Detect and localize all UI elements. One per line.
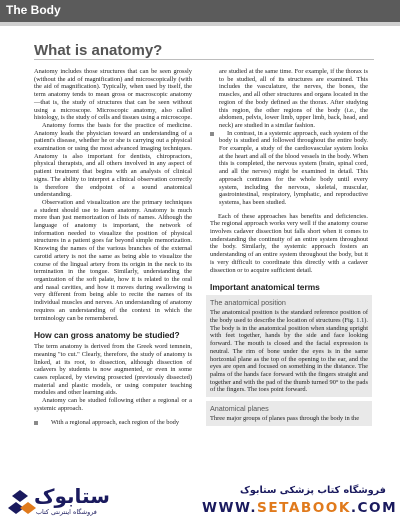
bullet-marker: [34, 421, 38, 425]
url-prefix: WWW.: [202, 500, 258, 516]
bullet-item: [210, 130, 368, 207]
running-title: The Body: [6, 3, 61, 17]
store-url[interactable]: [202, 500, 397, 516]
bullet-item: [34, 419, 192, 427]
right-column: [210, 68, 368, 426]
bullet-text: With a regional approach, each region of the body: [51, 418, 180, 426]
section-heading: Important anatomical terms: [210, 282, 320, 293]
bullet-continuation: are studied at the same time. For example, if the thorax is to be studied, all of its structures are examined. This includes the vasculature, the nerves, the bones, the muscles, and all other structures and organs located in the region of the body defined as the thorax. After studying this region, the other regions of the body (i.e., the abdomen, pelvis, lower limb, upper limb, back, head, and neck) are studied in a similar fashion.: [219, 68, 368, 129]
subsection-heading: The anatomical position: [210, 298, 286, 308]
title-divider: [34, 59, 374, 60]
paragraph: Anatomy forms the basis for the practice of medicine. Anatomy leads the physician toward an understanding of a patient's disease, whether he or she is carrying out a physical examination or using the most advanced imaging techniques. Anatomy is also important for dentists, chiropractors, physical therapists, and all others involved in any aspect of patient treatment that begins with an analysis of clinical signs. The ability to interpret a clinical observation correctly is therefore the endpoint of a sound anatomical understanding.: [34, 121, 192, 199]
header-rule: [0, 22, 400, 26]
bullet-marker: [210, 132, 214, 136]
store-name: فروشگاه کتاب پزشکی ستابوک: [240, 485, 386, 496]
page-title: What is anatomy?: [34, 42, 163, 59]
shaded-box: [206, 401, 372, 426]
shaded-box: [206, 295, 372, 397]
subsection-heading: Anatomical planes: [210, 404, 269, 414]
paragraph: The term anatomy is derived from the Greek word temnein, meaning "to cut." Clearly, therefore, the study of anatomy is linked, at its root, to dissection, although dissection of cadavers by students is now augmented, or even in some cases replaced, by viewing prosected (previously dissected) material and plastic models, or using computer teaching modules and other learning aids.: [34, 343, 192, 397]
section-heading: How can gross anatomy be studied?: [34, 330, 180, 341]
paragraph: Three major groups of planes pass through the body in the: [210, 415, 360, 423]
paragraph: Each of these approaches has benefits and deficiencies. The regional approach works very well if the anatomy course involves cadaver dissection but falls short when it comes to understanding the continuity of an entire system throughout the body. Similarly, the systemic approach fosters an understanding of an entire system throughout the body, but it is very difficult to coordinate this directly with a cadaver dissection or to acquire sufficient detail.: [210, 212, 368, 274]
logo-name: ستابوک: [34, 484, 110, 508]
running-header: [0, 0, 400, 22]
left-column: [34, 68, 192, 426]
url-brand: SETABOOK: [257, 500, 351, 516]
paragraph: Anatomy includes those structures that can be seen grossly (without the aid of magnification) and microscopically (with the aid of magnification). Typically, when used by itself, the term anatomy tends to mean gross or macroscopic anatomy—that is, the study of structures that can be seen without using a microscope. Microscopic anatomy, also called histology, is the study of cells and tissues using a microscope.: [34, 68, 192, 122]
paragraph: Anatomy can be studied following either a regional or a systemic approach.: [34, 397, 192, 412]
url-suffix: .COM: [350, 500, 398, 516]
logo-tagline: فروشگاه اینترنتی کتاب: [36, 508, 97, 516]
paragraph: Observation and visualization are the primary techniques a student should use to learn anatomy. Anatomy is much more than just memorization of lists of names. Although the language of anatomy is important, the network of information needed to visualize the position of physical structures in a patient goes far beyond simple memorization. Knowing the names of the various branches of the external carotid artery is not the same as being able to visualize the course of the lingual artery from its origin in the neck to its termination in the tongue. Similarly, understanding the organization of the soft palate, how it is related to the oral and nasal cavities, and how it moves during swallowing is very different from being able to recite the names of its individual muscles and nerves. An understanding of anatomy requires an understanding of the context in which the terminology can be remembered.: [34, 198, 192, 322]
paragraph: The anatomical position is the standard reference position of the body used to describe the location of structures (Fig. 1.1). The body is in the anatomical position when standing upright with feet together, hands by the side and face looking forward. The mouth is closed and the facial expression is neutral. The rim of bone under the eyes is in the same horizontal plane as the top of the opening to the ear, and the eyes are open and focused on something in the distance. The palms of the hands face forward with the fingers straight and together and with the pad of the thumb turned 90° to the pads of the fingers. The toes point forward.: [210, 309, 368, 394]
bullet-text: In contrast, in a systemic approach, each system of the body is studied and followed throughout the entire body. For example, a study of the cardiovascular system looks at the heart and all of the blood vessels in the body. When this is completed, the nervous system (brain, spinal cord, and all the nerves) might be examined in detail. This approach continues for the whole body until every system, including the nervous, skeletal, muscular, gastrointestinal, respiratory, lymphatic, and reproductive systems, has been studied.: [219, 129, 368, 206]
